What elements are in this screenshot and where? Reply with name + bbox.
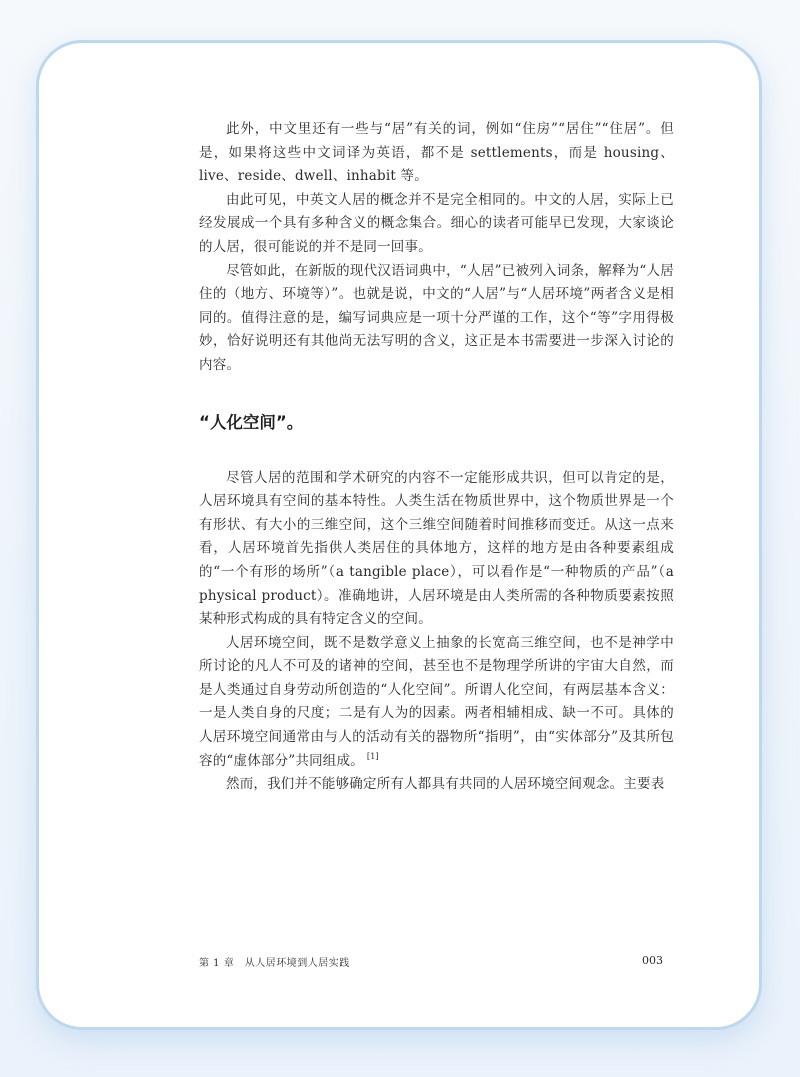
footer-page-number: 003 — [642, 954, 663, 967]
paragraph-humanized-space — [199, 632, 674, 774]
paragraph-spatial-concept: 然而，我们并不能够确定所有人都具有共同的人居环境空间观念。主要表 — [226, 776, 665, 793]
section-heading: “人化空间”。 — [199, 412, 304, 432]
footer-chapter-title: 第 1 章 从人居环境到人居实践 — [199, 958, 350, 969]
heading-spacer — [199, 435, 674, 467]
paragraph-humanized-space-text: 人居环境空间，既不是数学意义上抽象的长宽高三维空间，也不是神学中所讨论的凡人不可及的诸神的空间，甚至也不是物理学所讲的宇宙大自然，而是人类通过自身劳动所创造的“人化空间”。所谓人化空间，有两层基本含义：一是人类自身的尺度；二是有人为的因素。两者相辅相成、缺一不可。具体的人居环境空间通常由与人的活动有关的器物所“指明”，由“实体部分”及其所包容的“虚体部分”共同组成。 — [199, 634, 674, 769]
paragraph-dictionary-entry: 尽管如此，在新版的现代汉语词典中，“人居”已被列入词条，解释为“人居住的（地方、环境等）”。也就是说，中文的“人居”与“人居环境”两者含义是相同的。值得注意的是，编写词典应是一项十分严谨的工作，这个“等”字用得极妙，恰好说明还有其他尚无法写明的含义，这正是本书需要进一步深入讨论的内容。 — [199, 262, 674, 373]
paragraph-spatial-characteristics: 尽管人居的范围和学术研究的内容不一定能形成共识，但可以肯定的是，人居环境具有空间的基本特性。人类生活在物质世界中，这个物质世界是一个有形状、有大小的三维空间，这个三维空间随着时间推移而变迁。从这一点来看，人居环境首先指供人类居住的具体地方，这样的地方是由各种要素组成的“一个有形的场所”（a tangible place），可以看作是“一种物质的产品”（a physical product）。准确地讲，人居环境是由人类所需的各种物质要素按照某种形式构成的具有特定含义的空间。 — [199, 469, 674, 628]
page-body — [199, 118, 674, 797]
footnote-marker[interactable]: [1] — [366, 752, 379, 762]
paragraph-residence-words: 此外，中文里还有一些与“居”有关的词，例如“住房”“居住”“住居”。但是，如果将这些中文词译为英语，都不是 settlements，而是 housing、live、reside、dwell、inhabit 等。 — [199, 121, 674, 185]
paragraph-concept-difference: 由此可见，中英文人居的概念并不是完全相同的。中文的人居，实际上已经发展成一个具有多种含义的概念集合。细心的读者可能早已发现，大家谈论的人居，很可能说的并不是同一回事。 — [199, 191, 674, 255]
